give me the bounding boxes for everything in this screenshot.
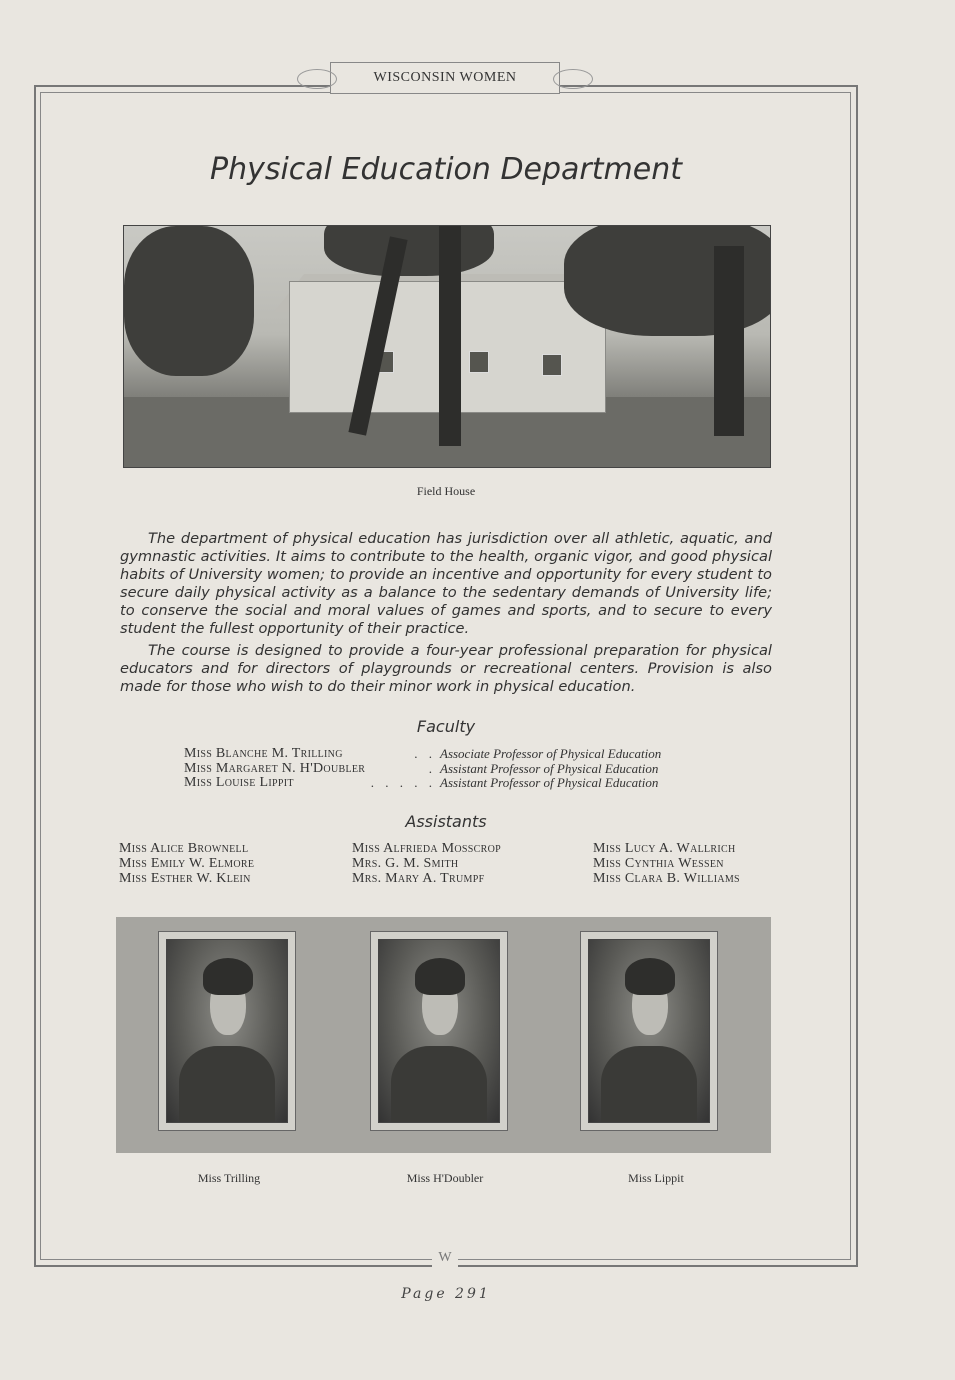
faculty-row bbox=[184, 761, 784, 776]
portrait-band bbox=[116, 917, 771, 1153]
portrait-trilling bbox=[158, 931, 296, 1131]
portrait-caption: Miss H'Doubler bbox=[406, 1171, 484, 1185]
portrait-hdoubler bbox=[370, 931, 508, 1131]
paragraph-1: The department of physical education has jurisdiction over all athletic, aquatic, and gymnastic activities. It aims to contribute to the health, organic vigor, and good physical habits of University women; to provide an incentive and opportunity for every student to secure daily physical activity as a balance to the sedentary demands of University life; to conserve the social and moral values of games and sports, and to secure to every student the fullest opportunity of their practice. bbox=[120, 530, 772, 637]
faculty-rank: Associate Professor of Physical Education bbox=[440, 746, 662, 761]
paragraph-2: The course is designed to provide a four-year professional preparation for physical educators and for directors of playgrounds or recreational centers. Provision is also made for those who wish to do their minor work in physical education. bbox=[120, 642, 772, 695]
faculty-rank: Assistant Professor of Physical Education bbox=[440, 761, 659, 776]
assistant-name: Miss Lucy A. Wallrich bbox=[593, 841, 736, 856]
assistant-name: Miss Esther W. Klein bbox=[119, 871, 251, 886]
faculty-name: Miss Blanche M. Trilling bbox=[184, 746, 343, 761]
assistant-name: Miss Emily W. Elmore bbox=[119, 856, 255, 871]
assistant-name: Mrs. G. M. Smith bbox=[352, 856, 459, 871]
portrait-caption: Miss Trilling bbox=[197, 1171, 261, 1185]
field-house-caption: Field House bbox=[416, 484, 476, 498]
assistant-name: Miss Clara B. Williams bbox=[593, 871, 740, 886]
assistant-name: Miss Cynthia Wessen bbox=[593, 856, 724, 871]
page-title: Physical Education Department bbox=[209, 152, 682, 187]
assistant-name: Mrs. Mary A. Trumpf bbox=[352, 871, 485, 886]
assistants-column-1 bbox=[119, 841, 359, 886]
portrait-lippit bbox=[580, 931, 718, 1131]
assistants-column-2 bbox=[352, 841, 592, 886]
header-plate bbox=[330, 62, 560, 94]
assistant-name: Miss Alfrieda Mosscrop bbox=[352, 841, 501, 856]
portrait-caption: Miss Lippit bbox=[628, 1171, 684, 1185]
field-house-photo bbox=[123, 225, 771, 468]
w-ornament: W bbox=[432, 1250, 458, 1268]
faculty-row bbox=[184, 746, 784, 761]
faculty-leader: . . bbox=[414, 746, 436, 761]
faculty-leader: . bbox=[428, 761, 436, 776]
faculty-rank: Assistant Professor of Physical Education bbox=[440, 775, 659, 790]
faculty-heading: Faculty bbox=[416, 717, 476, 736]
faculty-row bbox=[184, 775, 784, 790]
assistant-name: Miss Alice Brownell bbox=[119, 841, 249, 856]
publication-header: WISCONSIN WOMEN bbox=[373, 70, 517, 85]
assistants-heading: Assistants bbox=[405, 812, 487, 831]
faculty-name: Miss Louise Lippit bbox=[184, 775, 294, 790]
faculty-name: Miss Margaret N. H'Doubler bbox=[184, 761, 366, 776]
page-number: Page 291 bbox=[401, 1286, 491, 1302]
faculty-leader: . . . . . bbox=[370, 775, 436, 790]
assistants-column-3 bbox=[593, 841, 833, 886]
